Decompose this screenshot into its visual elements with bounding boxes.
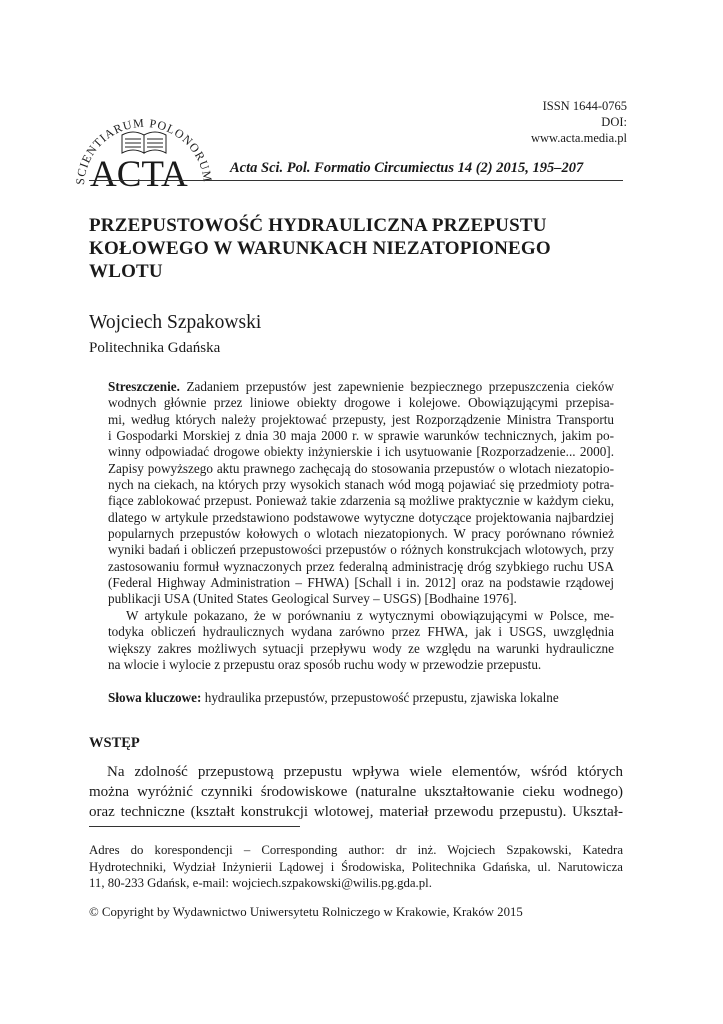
- abstract-line: popularnych przepustów kołowych o wlotach niezatopionych. W pracy porównano również: [108, 526, 614, 542]
- abstract-line: na wlocie i wylocie z przepustu oraz sposób ruchu wody w przewodzie przepustu.: [108, 656, 542, 672]
- abstract-line: wyniki badań i obliczeń przepustowości przepustów o różnych konstrukcjach wlotowych, przy: [108, 542, 614, 558]
- abstract-label: Streszczenie.: [108, 379, 180, 394]
- abstract-line: winny odpowiadać drogowe obiekty inżynierskie i ich usytuowanie [Rozporzadzenie... 2000].: [108, 444, 614, 460]
- body-paragraph: [89, 762, 623, 822]
- body-line: Na zdolność przepustową przepustu wpływa wiele elementów, wśród których: [107, 764, 623, 780]
- title-line: WLOTU: [89, 261, 163, 282]
- abstract-line: i Gospodarki Morskiej z dnia 30 maja 2000 r. w sprawie warunków technicznych, jakim po-: [108, 428, 614, 444]
- article-title: [89, 214, 629, 283]
- footnote-line: Adres do korespondencji – Corresponding author: dr inż. Wojciech Szpakowski, Katedra: [89, 843, 623, 857]
- section-heading: WSTĘP: [89, 735, 140, 751]
- logo-acta-text: ACTA: [90, 154, 188, 195]
- doi: DOI:: [601, 115, 627, 129]
- issn: ISSN 1644-0765: [542, 99, 627, 113]
- website-link[interactable]: www.acta.media.pl: [530, 131, 627, 145]
- abstract-line: Streszczenie. Zadaniem przepustów jest zapewnienie bezpiecznego przepuszczenia cieków: [108, 379, 614, 394]
- journal-citation: Acta Sci. Pol. Formatio Circumiectus 14 (2) 2015, 195–207: [230, 160, 584, 176]
- header-rule: [89, 180, 623, 181]
- abstract-line: fiące zablokować przepust. Ponieważ takie zdarzenia są możliwe praktycznie w każdym cieku,: [108, 493, 614, 509]
- abstract-line: (Federal Highway Administration – FHWA) [Schall i in. 2012] oraz na podstawie rządowej: [108, 575, 614, 591]
- abstract-line: mi, według których należy projektować przepusty, jest Rozporządzenie Ministra Transportu: [108, 411, 614, 427]
- abstract-line: publikacji USA (United States Geological Survey – USGS) [Bodhaine 1976].: [108, 591, 517, 607]
- abstract-line: wodnych głównie przez liniowe obiekty drogowe i kolejowe. Obowiązującymi przepisa-: [108, 395, 614, 411]
- body-line: oraz techniczne (kształt konstrukcji wlotowej, materiał przewodu przepustu). Ukształ-: [89, 804, 623, 820]
- footnote-rule: [89, 826, 300, 827]
- keywords: Słowa kluczowe: hydraulika przepustów, przepustowość przepustu, zjawiska lokalne: [108, 690, 559, 705]
- abstract-line: zastosowaniu formuł wyznaczonych przez federalną administrację dróg szybkiego ruchu USA: [108, 558, 614, 574]
- title-line: PRZEPUSTOWOŚĆ HYDRAULICZNA PRZEPUSTU: [89, 215, 547, 236]
- author-affiliation: Politechnika Gdańska: [89, 340, 221, 356]
- abstract: [108, 379, 614, 673]
- keywords-label: Słowa kluczowe:: [108, 690, 202, 705]
- footnote-line: 11, 80-233 Gdańsk, e-mail: wojciech.szpakowski@wilis.pg.gda.pl.: [89, 876, 432, 890]
- book-icon: [122, 132, 166, 153]
- correspondence-footnote: [89, 842, 623, 892]
- author-name: Wojciech Szpakowski: [89, 312, 262, 333]
- copyright-notice: © Copyright by Wydawnictwo Uniwersytetu Rolniczego w Krakowie, Kraków 2015: [89, 905, 523, 919]
- abstract-line: Zapisy powyższego aktu prawnego zachęcają do stosowania przepustów o wlotach niezatopio-: [108, 460, 614, 476]
- abstract-line: nych na ciekach, na których przy wysokich stanach wód mogą pojawiać się przedmioty potra-: [108, 477, 614, 493]
- header-meta: [531, 98, 627, 146]
- logo-arc-text: SCIENTIARUM POLONORUM: [72, 115, 216, 186]
- body-line: można wyróżnić czynniki środowiskowe (naturalne ukształtowanie cieku wodnego): [89, 784, 623, 800]
- footnote-line: Hydrotechniki, Wydział Inżynierii Lądowej i Środowiska, Politechnika Gdańska, ul. Narutowicza: [89, 859, 623, 874]
- abstract-line: dlatego w artykule przedstawiono podstawowe wytyczne dotyczące projektowania najbardziej: [108, 509, 614, 525]
- abstract-line: todyka obliczeń hydraulicznych wydana zarówno przez FHWA, jak i USGS, uwzględnia: [108, 624, 614, 640]
- title-line: KOŁOWEGO W WARUNKACH NIEZATOPIONEGO: [89, 238, 551, 259]
- abstract-line: większy zakres możliwych sytuacji przepływu wody ze względu na warunki hydrauliczne: [108, 640, 614, 656]
- abstract-line: W artykule pokazano, że w porównaniu z wytycznymi obowiązującymi w Polsce, me-: [126, 607, 614, 623]
